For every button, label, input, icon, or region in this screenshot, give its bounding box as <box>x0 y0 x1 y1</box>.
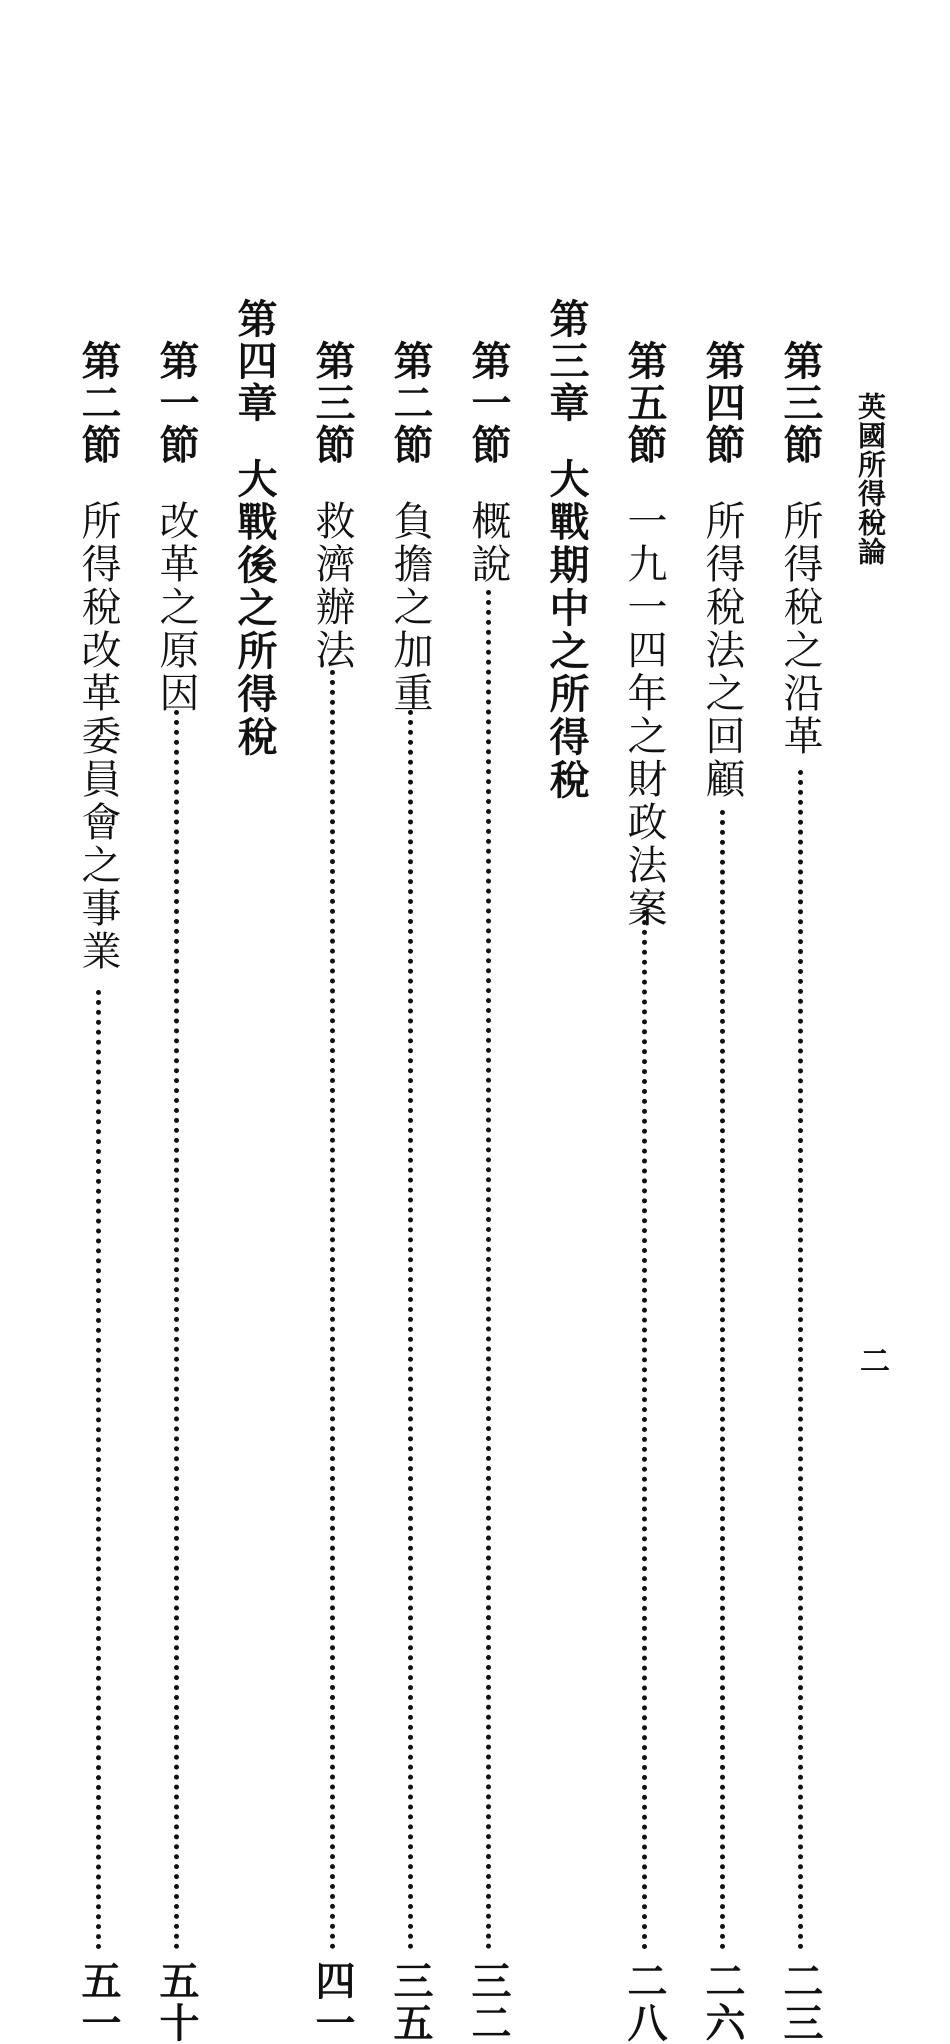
section-number: 第三節 <box>777 340 824 466</box>
section-number: 第二節 <box>75 340 122 466</box>
page-reference: 三五 <box>387 1960 434 2044</box>
chapter-number: 第四章 <box>231 298 278 424</box>
dot-leader <box>798 770 803 1950</box>
dot-leader <box>174 710 179 1950</box>
section-number: 第一節 <box>465 340 512 466</box>
dot-leader <box>408 710 413 1950</box>
section-number: 第二節 <box>387 340 434 466</box>
dot-leader <box>720 810 725 1950</box>
page-reference: 二三 <box>777 1960 824 2044</box>
section-title: 所得稅法之回顧 <box>699 500 745 801</box>
section-number: 第五節 <box>621 340 668 466</box>
dot-leader <box>486 590 491 1950</box>
dot-leader <box>642 910 647 1950</box>
book-title: 英國所得稅論 <box>854 392 887 566</box>
chapter-title: 大戰期中之所得稅 <box>543 458 590 802</box>
dot-leader <box>330 670 335 1950</box>
chapter-title: 大戰後之所得稅 <box>231 458 278 759</box>
page-reference: 五十 <box>153 1960 200 2044</box>
section-title: 改革之原因 <box>153 500 199 715</box>
section-number: 第三節 <box>309 340 356 466</box>
section-title: 所得稅之沿革 <box>777 500 823 758</box>
section-title: 負擔之加重 <box>387 500 433 715</box>
dot-leader <box>96 990 101 1950</box>
chapter-number: 第三章 <box>543 298 590 424</box>
section-title: 救濟辦法 <box>309 500 355 672</box>
page-reference: 二六 <box>699 1960 746 2044</box>
section-title: 一九一四年之財政法案 <box>621 500 667 930</box>
section-title: 所得稅改革委員會之事業 <box>75 500 121 973</box>
page-reference: 四一 <box>309 1960 356 2044</box>
section-number: 第四節 <box>699 340 746 466</box>
page-reference: 五一 <box>75 1960 122 2044</box>
section-number: 第一節 <box>153 340 200 466</box>
page-reference: 三二 <box>465 1960 512 2044</box>
section-title: 概說 <box>465 500 511 586</box>
page-number: 二 <box>854 1345 889 1375</box>
page-reference: 二八 <box>621 1960 668 2044</box>
